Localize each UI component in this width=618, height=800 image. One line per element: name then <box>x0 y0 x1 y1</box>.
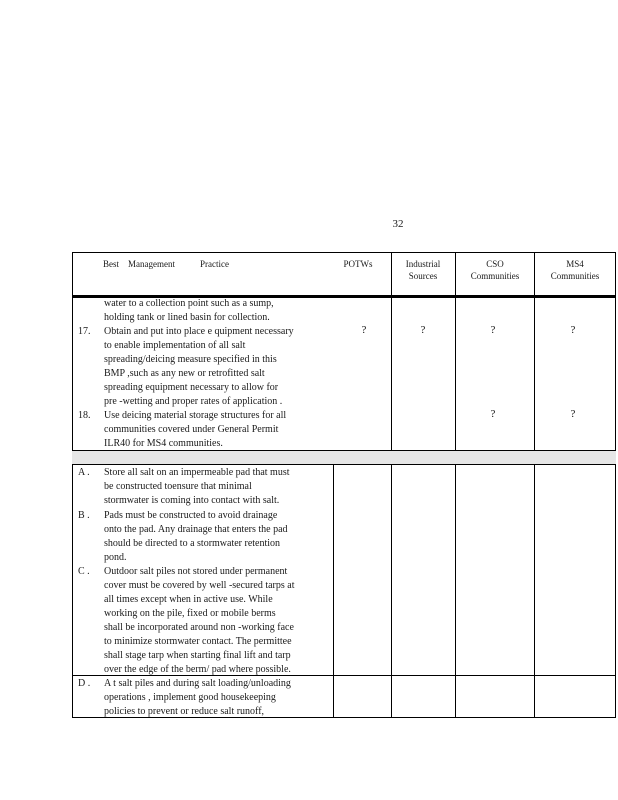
item-17-cso-mark: ? <box>490 324 496 336</box>
header-cso-communities: Communities <box>470 271 520 281</box>
item-b-label: B . <box>78 510 90 521</box>
col-divider-ms4 <box>534 252 535 298</box>
col-divider-left <box>72 252 73 298</box>
header-practice: Practice <box>200 259 229 269</box>
item-c-line: shall stage tarp when starting final lift and tarp <box>104 650 291 661</box>
separator-top <box>72 450 616 451</box>
item-c-line: shall be incorporated around non -working face <box>104 622 294 633</box>
item-17-line: spreading equipment necessary to allow for <box>104 382 279 393</box>
item-a-label: A . <box>78 467 90 478</box>
row-divider-d <box>72 675 616 676</box>
item-17-line: Obtain and put into place e quipment necessary <box>104 326 294 337</box>
s2-divider-potw <box>333 464 334 717</box>
item-d-line: A t salt piles and during salt loading/unloading <box>104 678 291 689</box>
s2-divider-industrial <box>391 464 392 717</box>
item-17-line: to enable implementation of all salt <box>104 340 246 351</box>
s2-divider-cso <box>455 464 456 717</box>
item-17-potw-mark: ? <box>361 324 367 336</box>
item-c-label: C . <box>78 566 90 577</box>
col-divider-cso <box>455 252 456 298</box>
item-c-line: all times except when in active use. While <box>104 594 273 605</box>
continuation-line: water to a collection point such as a sump, <box>104 298 274 309</box>
item-18-number: 18. <box>78 410 91 421</box>
item-17-line: pre -wetting and proper rates of application . <box>104 396 283 407</box>
item-b-line: should be directed to a stormwater retention <box>104 538 281 549</box>
item-17-ms4-mark: ? <box>570 324 576 336</box>
s1-divider-industrial <box>391 298 392 450</box>
item-a-line: stormwater is coming into contact with salt. <box>104 495 280 506</box>
header-ms4: MS4 <box>566 259 584 269</box>
s1-divider-right <box>615 298 616 450</box>
s2-divider-ms4 <box>534 464 535 717</box>
header-industrial: Industrial <box>405 259 441 269</box>
item-c-line: to minimize stormwater contact. The permittee <box>104 636 292 647</box>
item-18-line: Use deicing material storage structures for all <box>104 410 287 421</box>
item-c-line: Outdoor salt piles not stored under permanent <box>104 566 288 577</box>
header-cso: CSO <box>486 259 504 269</box>
s1-divider-ms4 <box>534 298 535 450</box>
item-a-line: Store all salt on an impermeable pad that must <box>104 467 290 478</box>
item-d-line: policies to prevent or reduce salt runoff, <box>104 706 265 717</box>
item-17-number: 17. <box>78 326 91 337</box>
continuation-line: holding tank or lined basin for collection. <box>104 312 270 323</box>
item-c-line: cover must be covered by well -secured tarps at <box>104 580 295 591</box>
item-17-line: BMP ,such as any new or retrofitted salt <box>104 368 265 379</box>
item-18-line: ILR40 for MS4 communities. <box>104 438 223 449</box>
item-c-line: working on the pile, fixed or mobile berms <box>104 608 276 619</box>
col-divider-industrial <box>391 252 392 298</box>
item-b-line: pond. <box>104 552 127 563</box>
header-ms4-communities: Communities <box>550 271 600 281</box>
col-divider-right <box>615 252 616 298</box>
item-d-line: operations , implement good housekeeping <box>104 692 276 703</box>
section-separator-band <box>72 450 616 464</box>
item-a-line: be constructed toensure that minimal <box>104 481 252 492</box>
s2-divider-left <box>72 464 73 717</box>
header-potws: POTWs <box>343 259 373 269</box>
header-management: Management <box>128 259 175 269</box>
page-number: 32 <box>392 218 404 230</box>
s1-divider-left <box>72 298 73 450</box>
item-b-line: onto the pad. Any drainage that enters the pad <box>104 524 288 535</box>
s2-divider-right <box>615 464 616 717</box>
s1-divider-cso <box>455 298 456 450</box>
item-18-ms4-mark: ? <box>570 408 576 420</box>
item-17-line: spreading/deicing measure specified in this <box>104 354 277 365</box>
item-18-line: communities covered under General Permit <box>104 424 279 435</box>
table-bottom-border <box>72 717 616 718</box>
item-b-line: Pads must be constructed to avoid drainage <box>104 510 278 521</box>
item-c-line: over the edge of the berm/ pad where possible. <box>104 664 291 675</box>
item-17-industrial-mark: ? <box>420 324 426 336</box>
header-best: Best <box>103 259 120 269</box>
item-18-cso-mark: ? <box>490 408 496 420</box>
header-industrial-sources: Sources <box>408 271 438 281</box>
item-d-label: D . <box>78 678 91 689</box>
